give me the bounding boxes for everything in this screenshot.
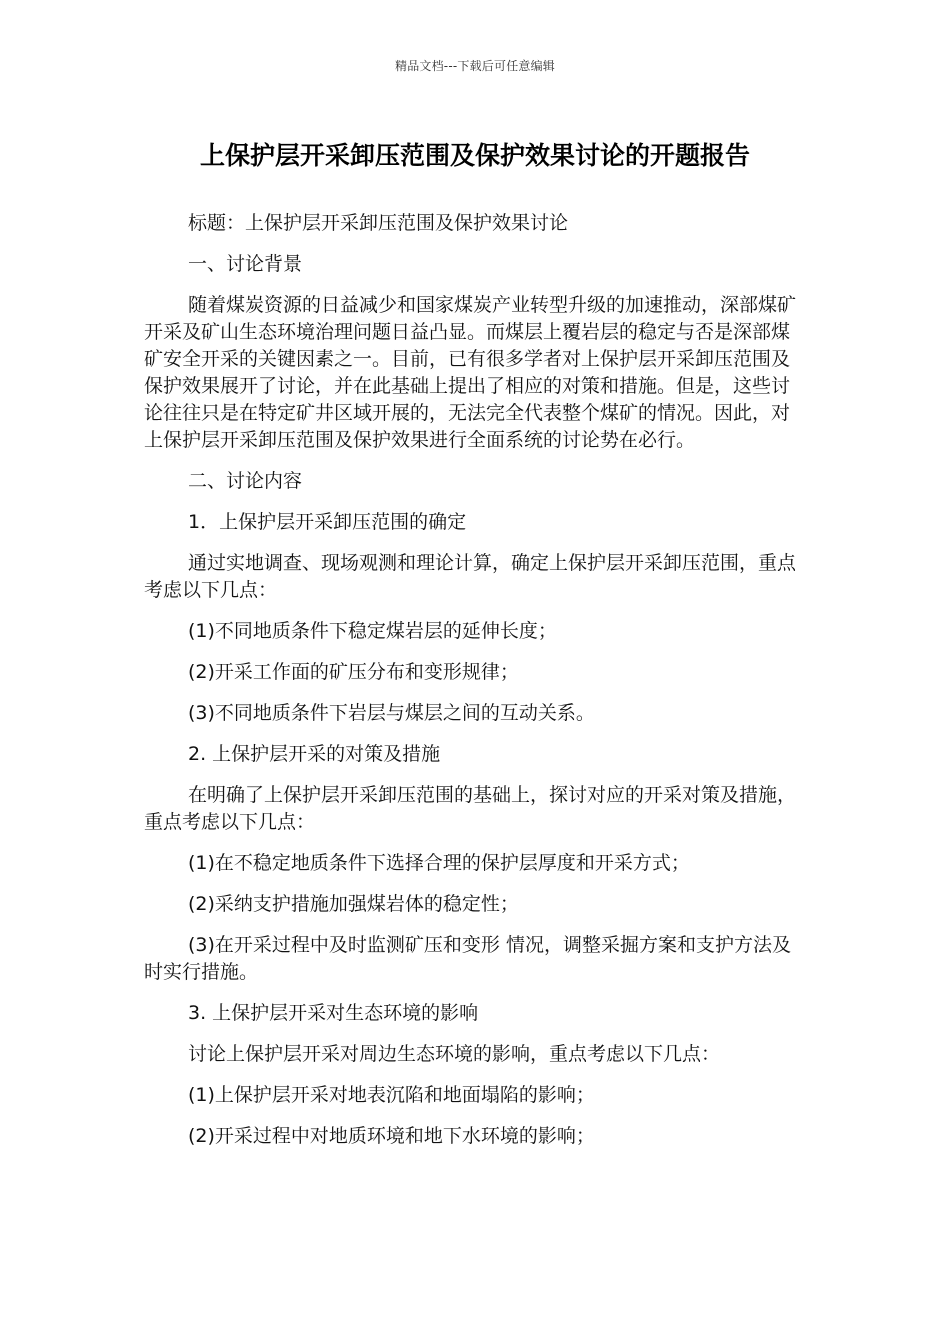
list-item-1-3: (3)不同地质条件下岩层与煤层之间的互动关系。 [188, 702, 595, 724]
paragraph-2-intro: 在明确了上保护层开采卸压范围的基础上，探讨对应的开采对策及措施，重点考虑以下几点： [144, 784, 797, 833]
list-item-3-1: (1)上保护层开采对地表沉陷和地面塌陷的影响； [188, 1084, 595, 1106]
header-note: 精品文档---下载后可任意编辑 [395, 59, 555, 73]
background-paragraph: 随着煤炭资源的日益减少和国家煤炭产业转型升级的加速推动，深部煤矿开采及矿山生态环境治理问题日益凸显。而煤层上覆岩层的稳定与否是深部煤矿安全开采的关键因素之一。目前，已有很多学者对上保护层开采卸压范围及保护效果展开了讨论，并在此基础上提出了相应的对策和措施。但是，这些讨论往往只是在特定矿井区域开展的，无法完全代表整个煤矿的情况。因此，对上保护层开采卸压范围及保护效果进行全面系统的讨论势在必行。 [144, 294, 797, 451]
subsection-heading-1: 1．上保护层开采卸压范围的确定 [188, 511, 467, 533]
section-heading-background: 一、讨论背景 [188, 253, 303, 275]
subsection-heading-3: 3. 上保护层开采对生态环境的影响 [188, 1002, 479, 1024]
list-item-2-3: (3)在开采过程中及时监测矿压和变形 情况，调整采掘方案和支护方法及时实行措施。 [144, 934, 791, 983]
paragraph-1-intro: 通过实地调查、现场观测和理论计算，确定上保护层开采卸压范围，重点考虑以下几点： [144, 552, 797, 601]
list-item-2-2: (2)采纳支护措施加强煤岩体的稳定性； [188, 893, 519, 915]
section-heading-content: 二、讨论内容 [188, 470, 303, 492]
document-title: 上保护层开采卸压范围及保护效果讨论的开题报告 [199, 141, 750, 170]
list-item-1-1: (1)不同地质条件下稳定煤岩层的延伸长度； [188, 620, 557, 642]
subject-line: 标题：上保护层开采卸压范围及保护效果讨论 [188, 212, 569, 234]
paragraph-3-intro: 讨论上保护层开采对周边生态环境的影响，重点考虑以下几点： [188, 1043, 721, 1065]
list-item-3-2: (2)开采过程中对地质环境和地下水环境的影响； [188, 1125, 595, 1147]
list-item-1-2: (2)开采工作面的矿压分布和变形规律； [188, 661, 519, 683]
document-body [144, 210, 808, 1164]
list-item-2-1: (1)在不稳定地质条件下选择合理的保护层厚度和开采方式； [188, 852, 690, 874]
subsection-heading-2: 2. 上保护层开采的对策及措施 [188, 743, 441, 765]
